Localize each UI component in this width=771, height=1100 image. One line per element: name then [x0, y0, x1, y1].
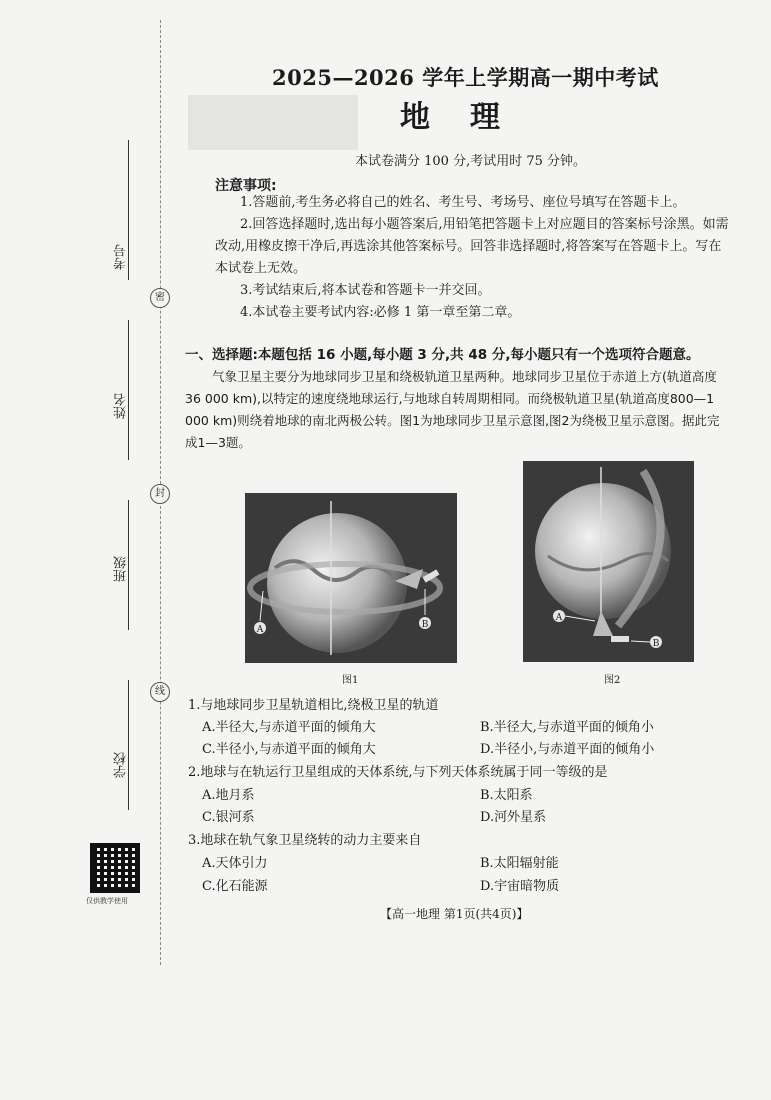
question-3-option-d[interactable]: D.宇宙暗物质 [480, 879, 560, 894]
label-b: B [421, 620, 429, 630]
exam-title: 2025—2026 学年上学期高一期中考试 [272, 65, 659, 90]
question-2-option-b[interactable]: B.太阳系 [480, 788, 533, 803]
name-line [128, 320, 129, 460]
question-1-option-b[interactable]: B.半径大,与赤道平面的倾角小 [480, 720, 654, 735]
figure-1-geostationary [245, 493, 457, 663]
subject-title: 地理 [400, 100, 540, 135]
figure-2-polar [523, 461, 694, 662]
scan-shading [188, 95, 358, 150]
figure-2-caption: 图2 [604, 675, 621, 686]
label-a: A [256, 625, 264, 635]
earth [535, 483, 671, 619]
question-1-option-d[interactable]: D.半径小,与赤道平面的倾角小 [480, 742, 655, 757]
question-1-stem: 1.与地球同步卫星轨道相比,绕极卫星的轨道 [188, 698, 439, 713]
seal-mark-feng: 封 [150, 484, 170, 504]
notice-item: 2.回答选择题时,选出每小题答案后,用铅笔把答题卡上对应题目的答案标号涂黑。如需改动,用橡皮擦干净后,再选涂其他答案标号。回答非选择题时,将答案写在答题卡上。写在本试卷上无效。 [215, 217, 729, 276]
question-intro: 气象卫星主要分为地球同步卫星和绕极轨道卫星两种。地球同步卫星位于赤道上方(轨道高度36 000 km),以特定的速度绕地球运行,与地球自转周期相同。而绕极轨道卫星(轨道高度800—1 000 km)则绕着地球的南北两极公转。图1为地球同步卫星示意图,图2为绕极卫星示意图。据此完成1—3题。 [185, 369, 720, 450]
question-2-option-a[interactable]: A.地月系 [202, 788, 255, 803]
notice-item: 4.本试卷主要考试内容:必修 1 第一章至第二章。 [240, 305, 521, 320]
question-2-option-c[interactable]: C.银河系 [202, 810, 255, 825]
figure-1-svg [245, 493, 457, 663]
seal-mark-mi: 密 [150, 288, 170, 308]
question-3-option-c[interactable]: C.化石能源 [202, 879, 268, 894]
page-footer: 【高一地理 第1页(共4页)】 [380, 907, 529, 921]
label-b: B [652, 639, 660, 649]
school-line [128, 680, 129, 810]
notice-heading: 注意事项: [215, 178, 277, 194]
notice-item: 1.答题前,考生务必将自己的姓名、考生号、考场号、座位号填写在答题卡上。 [240, 195, 686, 210]
satellite [611, 636, 629, 642]
pointer-a [260, 591, 263, 621]
notice-item: 3.考试结束后,将本试卷和答题卡一并交回。 [240, 283, 491, 298]
section-heading: 一、选择题:本题包括 16 小题,每小题 3 分,共 48 分,每小题只有一个选项符合题意。 [185, 347, 700, 363]
exam-number-label: 考号 [114, 244, 129, 270]
question-3-option-b[interactable]: B.太阳辐射能 [480, 856, 559, 871]
question-2-stem: 2.地球与在轨运行卫星组成的天体系统,与下列天体系统属于同一等级的是 [188, 765, 608, 780]
school-label: 学校 [114, 752, 129, 778]
pointer-b [631, 641, 650, 642]
qr-caption: 仅供教学使用 [86, 897, 128, 905]
question-3-option-a[interactable]: A.天体引力 [202, 856, 268, 871]
exam-info: 本试卷满分 100 分,考试用时 75 分钟。 [355, 154, 587, 169]
label-a: A [555, 613, 563, 623]
class-label: 班级 [114, 556, 129, 582]
figure-2-svg [523, 461, 694, 662]
figure-1-caption: 图1 [342, 675, 359, 686]
name-label: 姓名 [114, 393, 129, 419]
earth [267, 513, 407, 653]
seal-mark-xian: 线 [150, 682, 170, 702]
question-2-option-d[interactable]: D.河外星系 [480, 810, 547, 825]
qr-code [90, 843, 140, 893]
question-1-option-a[interactable]: A.半径大,与赤道平面的倾角大 [202, 720, 376, 735]
question-1-option-c[interactable]: C.半径小,与赤道平面的倾角大 [202, 742, 376, 757]
question-3-stem: 3.地球在轨气象卫星绕转的动力主要来自 [188, 833, 422, 848]
